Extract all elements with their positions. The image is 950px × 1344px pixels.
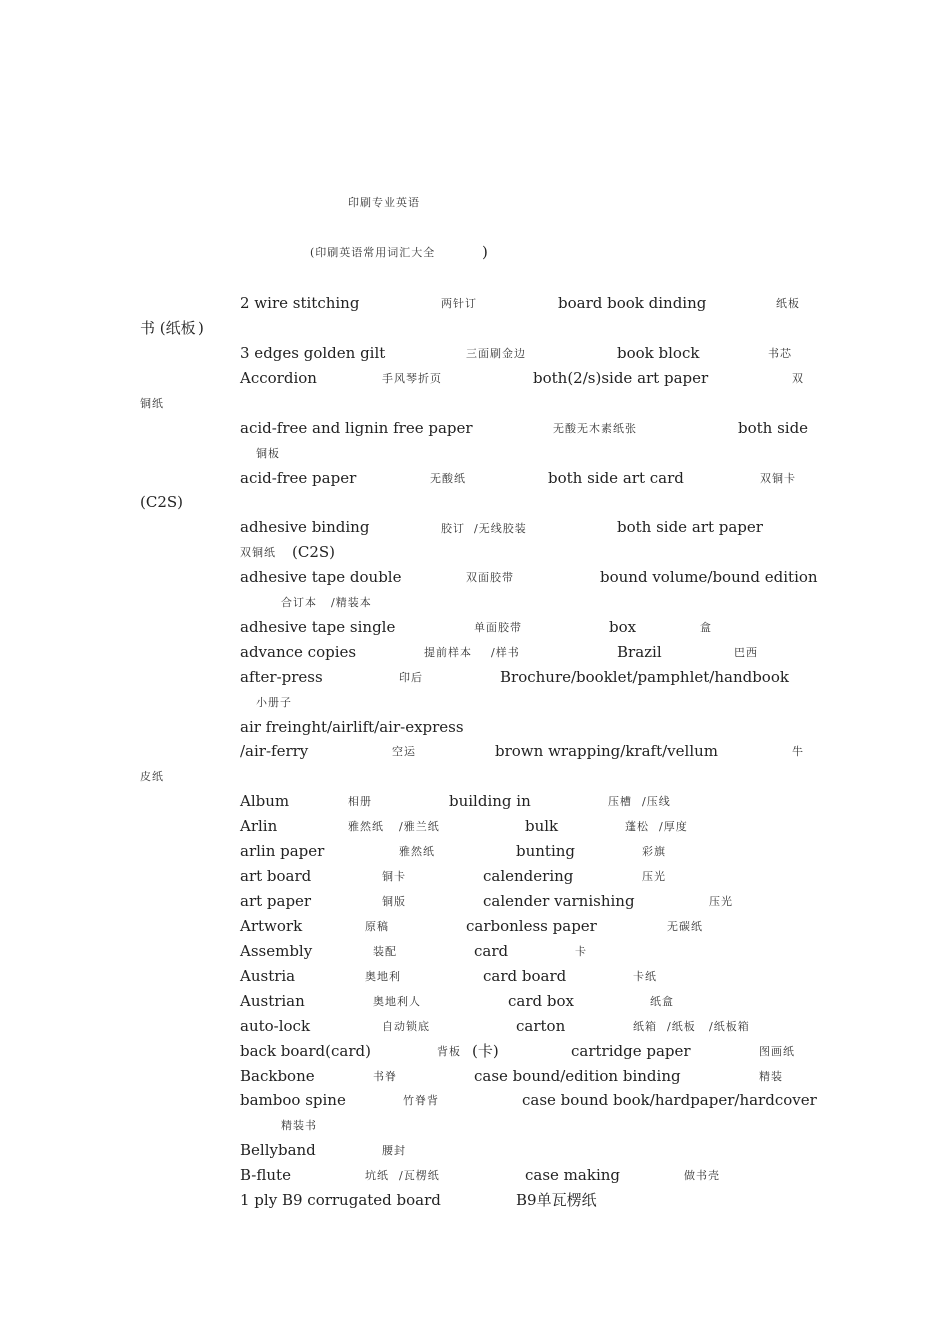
term-zh: 皮纸 [140,770,164,783]
term-en: building in [449,792,531,810]
term-zh: /纸板 [667,1020,696,1033]
term-zh: 彩旗 [642,845,666,858]
term-zh: 空运 [392,745,416,758]
term-en: card [474,942,509,960]
term-en: brown wrapping/kraft/vellum [495,742,719,760]
term-en: back board(card) [240,1042,371,1060]
document-subtitle-close: ) [482,243,488,261]
term-zh: /精装本 [331,596,372,609]
term-en: both side [738,419,809,437]
term-en: /air-ferry [240,742,309,760]
term-en: 3 edges golden gilt [240,344,386,362]
term-en: art board [240,867,312,885]
term-zh: 图画纸 [759,1045,795,1058]
term-en: Backbone [240,1067,315,1085]
term-zh: 手风琴折页 [382,372,442,385]
term-en: adhesive tape double [240,568,402,586]
term-en: bulk [525,817,559,835]
term-zh: 小册子 [256,696,292,709]
term-zh: 纸盒 [650,995,674,1008]
term-zh: 无碳纸 [667,920,703,933]
term-zh: 原稿 [365,920,389,933]
term-zh: 雅然纸 [348,820,384,833]
term-zh: 坑纸 [365,1169,389,1182]
term-en: card box [508,992,574,1010]
term-zh: /瓦楞纸 [399,1169,440,1182]
term-zh: 两针订 [441,297,477,310]
term-zh: 印后 [399,671,423,684]
term-zh: 双 [792,372,804,385]
term-zh: 装配 [373,945,397,958]
term-en: case making [525,1166,621,1184]
term-zh: 奥地利 [365,970,401,983]
term-en: (C2S) [292,543,336,561]
document-subtitle: (印刷英语常用词汇大全 [310,246,436,259]
term-en: 书 (纸板 [140,319,196,337]
term-zh: 压光 [709,895,733,908]
term-zh: 铜卡 [382,870,406,883]
term-zh: 卡 [575,945,587,958]
term-en: Austrian [240,992,305,1010]
term-en: case bound book/hardpaper/hardcover [522,1091,817,1109]
term-zh: 压槽 [608,795,632,808]
term-en: Arlin [240,817,278,835]
term-zh: 铜纸 [140,397,164,410]
term-zh: 铜版 [382,895,406,908]
term-en: book block [617,344,700,362]
term-en: box [609,618,637,636]
term-en: bamboo spine [240,1091,346,1109]
term-en: after-press [240,668,323,686]
term-zh: 雅然纸 [399,845,435,858]
term-zh: 纸箱 [633,1020,657,1033]
term-en: 2 wire stitching [240,294,360,312]
term-en: advance copies [240,643,357,661]
term-zh: 相册 [348,795,372,808]
term-en: 1 ply B9 corrugated board [240,1191,441,1209]
term-zh: 做书壳 [684,1169,720,1182]
document-title: 印刷专业英语 [348,196,420,209]
term-zh: 纸板 [776,297,800,310]
term-zh: /样书 [491,646,520,659]
term-en: cartridge paper [571,1042,691,1060]
term-en: (C2S) [140,493,184,511]
term-en: Bellyband [240,1141,316,1159]
term-zh: 无酸纸 [430,472,466,485]
term-zh: 竹脊背 [403,1094,439,1107]
term-zh: 双铜纸 [240,546,276,559]
term-zh: /雅兰纸 [399,820,440,833]
term-en: both side art paper [617,518,763,536]
term-en: acid-free and lignin free paper [240,419,473,437]
term-zh: 三面刷金边 [466,347,526,360]
term-zh: 精装 [759,1070,783,1083]
term-zh: 蓬松 [625,820,649,833]
term-en: Assembly [240,942,313,960]
term-zh: 精装书 [281,1119,317,1132]
term-zh: 铜板 [256,447,280,460]
term-zh: 背板 [437,1045,461,1058]
term-en: both(2/s)side art paper [533,369,709,387]
term-zh: 双面胶带 [466,571,514,584]
term-en: both side art card [548,469,684,487]
term-en: auto-lock [240,1017,311,1035]
term-en: bunting [516,842,576,860]
term-zh: /纸板箱 [709,1020,750,1033]
term-zh: 无酸无木素纸张 [553,422,637,435]
term-en: Accordion [240,369,317,387]
term-en: art paper [240,892,312,910]
term-zh: 双铜卡 [760,472,796,485]
term-en: Brochure/booklet/pamphlet/handbook [500,668,789,686]
term-zh: 压光 [642,870,666,883]
term-en: arlin paper [240,842,325,860]
term-en: board book dinding [558,294,707,312]
term-zh: /无线胶装 [474,522,527,535]
term-en: card board [483,967,567,985]
term-en: carbonless paper [466,917,597,935]
term-zh: /厚度 [659,820,688,833]
term-en: Album [240,792,290,810]
term-en: acid-free paper [240,469,357,487]
term-zh: 胶订 [441,522,465,535]
term-zh: 卡纸 [633,970,657,983]
term-zh: ) [198,319,204,337]
term-en: air freinght/airlift/air-express [240,718,464,736]
term-zh: 提前样本 [424,646,472,659]
term-zh: 牛 [792,745,804,758]
term-zh: 合订本 [281,596,317,609]
term-en: Austria [240,967,296,985]
term-zh: 奥地利人 [373,995,421,1008]
term-en: adhesive binding [240,518,370,536]
term-en: adhesive tape single [240,618,396,636]
term-zh: 自动锁底 [382,1020,430,1033]
term-en: calender varnishing [483,892,635,910]
term-en: bound volume/bound edition [600,568,818,586]
term-zh: 书脊 [373,1070,397,1083]
term-en: case bound/edition binding [474,1067,681,1085]
term-zh: 盒 [700,621,712,634]
term-zh: 腰封 [382,1144,406,1157]
term-en: Brazil [617,643,662,661]
term-zh: B9单瓦楞纸 [516,1191,597,1209]
term-en: calendering [483,867,574,885]
term-zh: /压线 [642,795,671,808]
term-zh: 书芯 [768,347,792,360]
term-zh: 单面胶带 [474,621,522,634]
term-en: B-flute [240,1166,291,1184]
term-en: Artwork [240,917,303,935]
term-en: (卡) [472,1042,499,1060]
term-zh: 巴西 [734,646,758,659]
term-en: carton [516,1017,566,1035]
